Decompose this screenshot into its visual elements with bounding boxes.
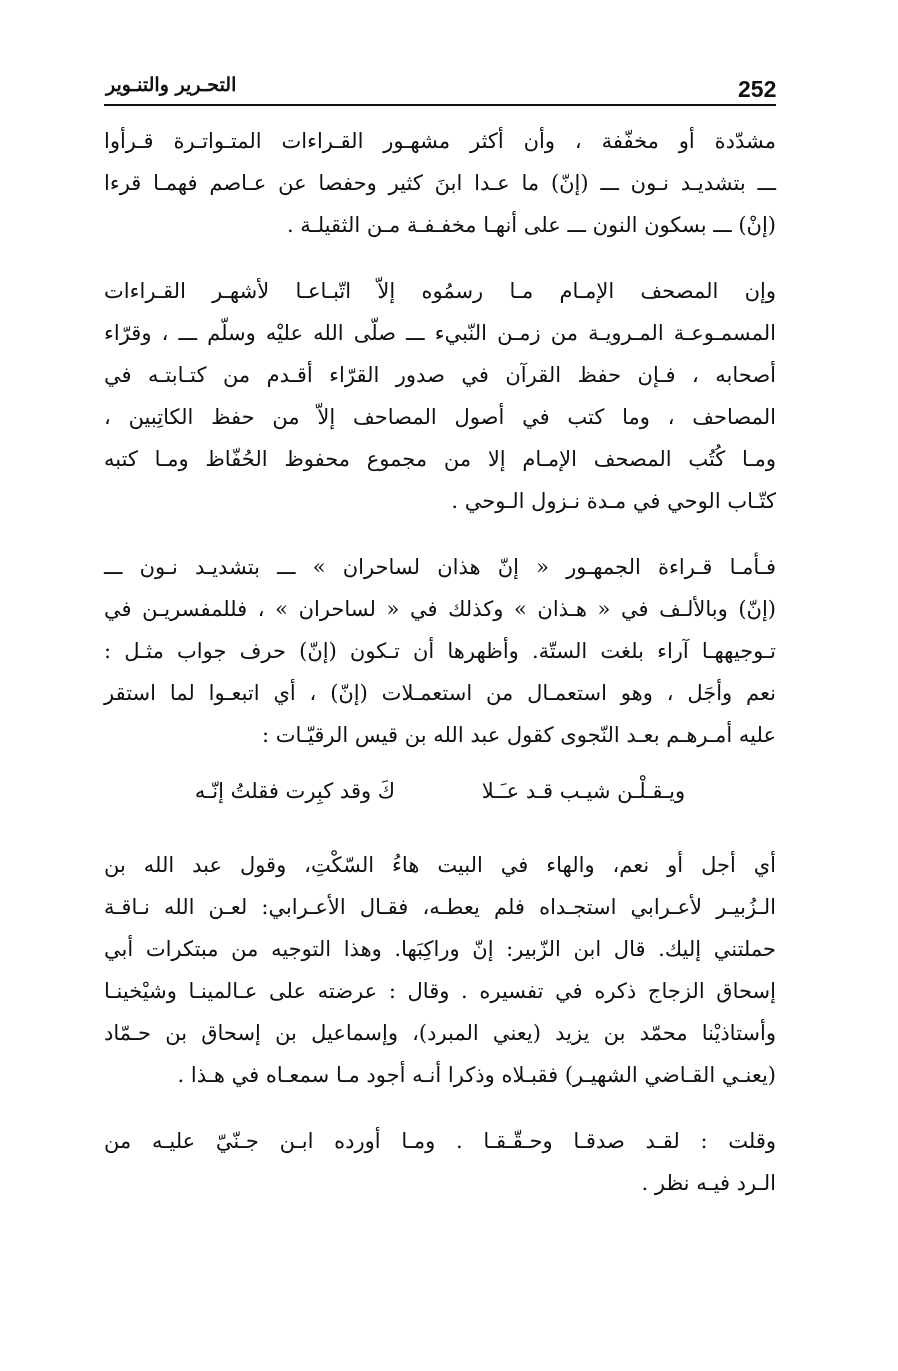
text-line: الـرد فيـه نظر . bbox=[641, 1171, 776, 1195]
page-header bbox=[104, 72, 776, 106]
text-line: نعم وأجَل ، وهو استعمـال من استعمـلات (إنّ) ، أي اتبعـوا لما استقر bbox=[104, 681, 776, 705]
text-line: (إنْ) ـــ بسكون النون ـــ على أنهـا مخفـفـة مـن الثقيلـة . bbox=[286, 213, 776, 237]
text-line: حملتني إليك. قال ابن الزّبير: إنّ وراكِبَها. وهذا التوجيه من مبتكرات أبي bbox=[104, 937, 776, 961]
text-line: تـوجيههـا آراء بلغت الستّة. وأظهرها أن تـكون (إنّ) حرف جواب مثـل : bbox=[104, 639, 776, 663]
verse-second-hemistich: كَ وقد كبِرت فقلتُ إنّـه bbox=[194, 779, 396, 803]
paragraph bbox=[104, 120, 776, 246]
header-rule bbox=[104, 104, 776, 106]
text-line: وقلت : لقـد صدقـا وحـقّـقـا . ومـا أورده ابـن جـنّيّ عليـه من bbox=[104, 1129, 776, 1153]
text-line: ومـا كُتُب المصحف الإمـام إلا من مجموع محفوظ الحُفّاظ ومـا كتبه bbox=[104, 447, 776, 471]
text-line: أي أجل أو نعم، والهاء في البيت هاءُ السّكْتِ، وقول عبد الله بن bbox=[104, 853, 776, 877]
verse-first-hemistich: ويـقـلْـن شيـب قـد عـَـلا bbox=[481, 779, 686, 803]
page-body bbox=[104, 120, 776, 1204]
running-title: التحـرير والتنـوير bbox=[106, 74, 237, 96]
poetry-verse bbox=[104, 756, 776, 820]
text-line: وأستاذيْنا محمّد بن يزيد (يعني المبرد)، وإسماعيل بن إسحاق بن حـمّاد bbox=[104, 1021, 776, 1045]
paragraph-gap bbox=[104, 1096, 776, 1120]
text-line: أصحابه ، فـإن حفظ القرآن في صدور القرّاء أقـدم من كتـابتـه في bbox=[104, 363, 776, 387]
paragraph bbox=[104, 270, 776, 522]
text-line: كتّـاب الوحي في مـدة نـزول الـوحي . bbox=[451, 489, 776, 513]
text-line: عليه أمـرهـم بعـد النّجوى كقول عبد الله بن قيس الرقيّـات : bbox=[261, 723, 776, 747]
text-line: ـــ بتشديـد نـون ـــ (إنّ) ما عـدا ابنَ كثير وحفصا عن عـاصم فهمـا قرءا bbox=[104, 171, 776, 195]
paragraph-gap bbox=[104, 820, 776, 844]
text-line: فـأمـا قـراءة الجمهـور « إنّ هذان لساحران » ـــ بتشديـد نـون ـــ bbox=[104, 555, 776, 579]
text-line: الـزُبيـر لأعـرابي استجـداه فلم يعطـه، فقـال الأعـرابي: لعـن الله نـاقـة bbox=[104, 895, 776, 919]
text-line: إسحاق الزجاج ذكره في تفسيره . وقال : عرضته على عـالمينـا وشيْخينـا bbox=[104, 979, 776, 1003]
paragraph-gap bbox=[104, 246, 776, 270]
paragraph bbox=[104, 1120, 776, 1204]
text-line: (يعنـي القـاضي الشهيـر) فقبـلاه وذكرا أنـه أجود مـا سمعـاه في هـذا . bbox=[177, 1063, 776, 1087]
text-line: المسمـوعـة المـرويـة من زمـن النّبيء ـــ صلّى الله عليْه وسلّم ـــ ، وقرّاء bbox=[104, 321, 776, 345]
text-line: وإن المصحف الإمـام مـا رسمُوه إلاّ اتّبـاعـا لأشهـر القـراءات bbox=[104, 279, 776, 303]
paragraph bbox=[104, 546, 776, 756]
text-line: (إنّ) وبالألـف في « هـذان » وكذلك في « لساحران » ، فللمفسريـن في bbox=[104, 597, 776, 621]
text-line: المصاحف ، وما كتب في أصول المصاحف إلاّ من حفظ الكاتِبين ، bbox=[104, 405, 776, 429]
paragraph-gap bbox=[104, 522, 776, 546]
text-line: مشدّدة أو مخفّفة ، وأن أكثر مشهـور القـراءات المتـواتـرة قـرأوا bbox=[104, 129, 776, 153]
paragraph bbox=[104, 844, 776, 1096]
page-number: 252 bbox=[738, 76, 777, 102]
